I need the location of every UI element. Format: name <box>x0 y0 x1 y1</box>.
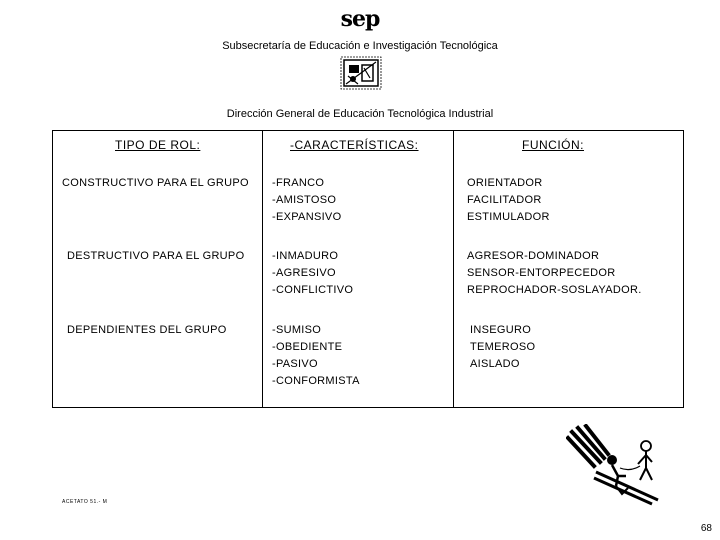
emblem-icon <box>340 56 382 90</box>
row-dependientes-caracteristicas: -SUMISO -OBEDIENTE -PASIVO -CONFORMISTA <box>272 324 360 387</box>
row-constructivo-rol: CONSTRUCTIVO PARA EL GRUPO <box>62 177 249 189</box>
column-divider <box>453 131 454 407</box>
row-constructivo-caracteristicas: -FRANCO -AMISTOSO -EXPANSIVO <box>272 177 342 223</box>
direccion-title: Dirección General de Educación Tecnológica Industrial <box>226 108 494 120</box>
column-divider <box>262 131 263 407</box>
header-funcion: FUNCIÓN: <box>522 138 584 152</box>
group-figures-illustration <box>566 424 670 506</box>
sep-logo: sep <box>340 6 380 32</box>
row-dependientes-rol: DEPENDIENTES DEL GRUPO <box>67 324 227 336</box>
row-destructivo-funcion: AGRESOR-DOMINADOR SENSOR-ENTORPECEDOR REPROCHADOR-SOSLAYADOR. <box>467 250 642 296</box>
header-tipo-de-rol: TIPO DE ROL: <box>115 138 201 152</box>
row-destructivo-rol: DESTRUCTIVO PARA EL GRUPO <box>67 250 245 262</box>
subsecretaria-title: Subsecretaría de Educación e Investigación Tecnológica <box>222 40 498 52</box>
page-number: 68 <box>700 523 712 534</box>
header-caracteristicas: -CARACTERÍSTICAS: <box>290 138 419 152</box>
acetato-label: ACETATO 51.- M <box>62 499 108 505</box>
row-dependientes-funcion: INSEGURO TEMEROSO AISLADO <box>470 324 536 370</box>
row-constructivo-funcion: ORIENTADOR FACILITADOR ESTIMULADOR <box>467 177 550 223</box>
row-destructivo-caracteristicas: -INMADURO -AGRESIVO -CONFLICTIVO <box>272 250 354 296</box>
